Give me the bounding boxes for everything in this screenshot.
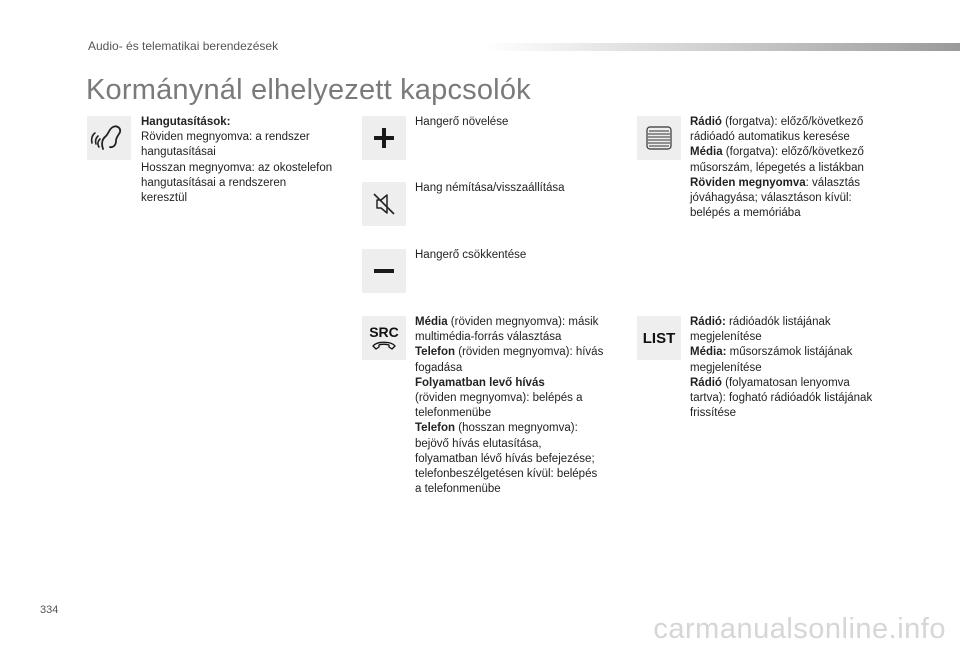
src-text: fogadása: [415, 361, 463, 374]
voice-line: hangutasításai a rendszeren: [141, 176, 287, 189]
voice-line: Hosszan megnyomva: az okostelefon: [141, 161, 333, 174]
voice-command-description: [141, 115, 332, 206]
src-media-label: Média: [415, 316, 448, 328]
voice-line: keresztül: [141, 192, 188, 205]
tw-text: rádióadó automatikus keresése: [690, 131, 850, 144]
list-text: megjelenítése: [690, 331, 762, 344]
src-text: telefonmenübe: [415, 407, 492, 420]
tw-text: műsorszám, lépegetés a listákban: [690, 161, 864, 174]
voice-line: hangutasításai: [141, 146, 216, 159]
page-number: 334: [40, 604, 59, 616]
tw-text: : választás: [805, 176, 860, 189]
mute-description: Hang némítása/visszaállítása: [415, 182, 565, 194]
plus-icon: [371, 125, 397, 151]
list-text: tartva): fogható rádióadók listájának: [690, 392, 873, 405]
tw-text: (forgatva): előző/következő: [722, 146, 864, 159]
list-icon-label: LIST: [642, 329, 676, 347]
src-text: folyamatban lévő hívás befejezése;: [415, 452, 595, 465]
src-text: (röviden megnyomva): belépés a: [415, 392, 583, 405]
header-section: Audio- és telematikai berendezések: [88, 39, 279, 53]
tw-media-label: Média: [690, 146, 723, 159]
src-phone-long-label: Telefon: [415, 422, 456, 435]
tw-text: (forgatva): előző/következő: [721, 116, 864, 128]
phone-icon: [371, 339, 397, 351]
tw-text: belépés a memóriába: [690, 207, 801, 220]
src-description: [415, 315, 603, 497]
volume-down-button[interactable]: [362, 249, 406, 293]
list-radio-long-label: Rádió: [690, 376, 722, 389]
voice-command-button[interactable]: [87, 116, 131, 160]
tw-radio-label: Rádió: [690, 116, 722, 128]
list-radio-label: Rádió:: [690, 316, 726, 328]
list-media-label: Média:: [690, 346, 727, 359]
list-text: rádióadók listájának: [725, 316, 831, 328]
page-title: Kormánynál elhelyezett kapcsolók: [86, 74, 531, 106]
list-button[interactable]: [637, 316, 681, 360]
list-text: frissítése: [690, 407, 737, 420]
mute-icon: [369, 189, 399, 219]
header-gradient-bar: [486, 43, 960, 51]
src-text: bejövő hívás elutasítása,: [415, 437, 542, 450]
thumbwheel-icon: [644, 123, 674, 153]
mute-button[interactable]: [362, 182, 406, 226]
src-button[interactable]: [362, 316, 406, 360]
thumbwheel-description: [690, 115, 864, 221]
volume-up-description: Hangerő növelése: [415, 116, 509, 128]
list-text: műsorszámok listájának: [726, 346, 853, 359]
voice-heading: Hangutasítások:: [141, 116, 231, 128]
src-text: (röviden megnyomva): hívás: [455, 346, 604, 359]
list-text: (folyamatosan lenyomva: [721, 376, 850, 389]
watermark: carmanualsonline.info: [653, 613, 946, 645]
volume-down-description: Hangerő csökkentése: [415, 249, 527, 261]
volume-up-button[interactable]: [362, 116, 406, 160]
src-call-label: Folyamatban levő hívás: [415, 376, 545, 389]
tw-text: jóváhagyása; választáson kívül:: [690, 192, 852, 205]
minus-icon: [371, 258, 397, 284]
src-text: a telefonmenübe: [415, 483, 501, 496]
voice-line: Röviden megnyomva: a rendszer: [141, 131, 310, 144]
list-text: megjelenítése: [690, 361, 762, 374]
src-text: telefonbeszélgetésen kívül: belépés: [415, 468, 598, 481]
voice-command-icon: [90, 119, 128, 157]
src-text: multimédia-forrás választása: [415, 331, 562, 344]
src-text: (hosszan megnyomva):: [455, 422, 578, 435]
src-text: (röviden megnyomva): másik: [447, 316, 599, 328]
src-phone-label: Telefon: [415, 346, 456, 359]
tw-press-label: Röviden megnyomva: [690, 176, 806, 189]
list-description: [690, 315, 872, 421]
src-icon-label: SRC: [369, 324, 399, 340]
thumbwheel-button[interactable]: [637, 116, 681, 160]
